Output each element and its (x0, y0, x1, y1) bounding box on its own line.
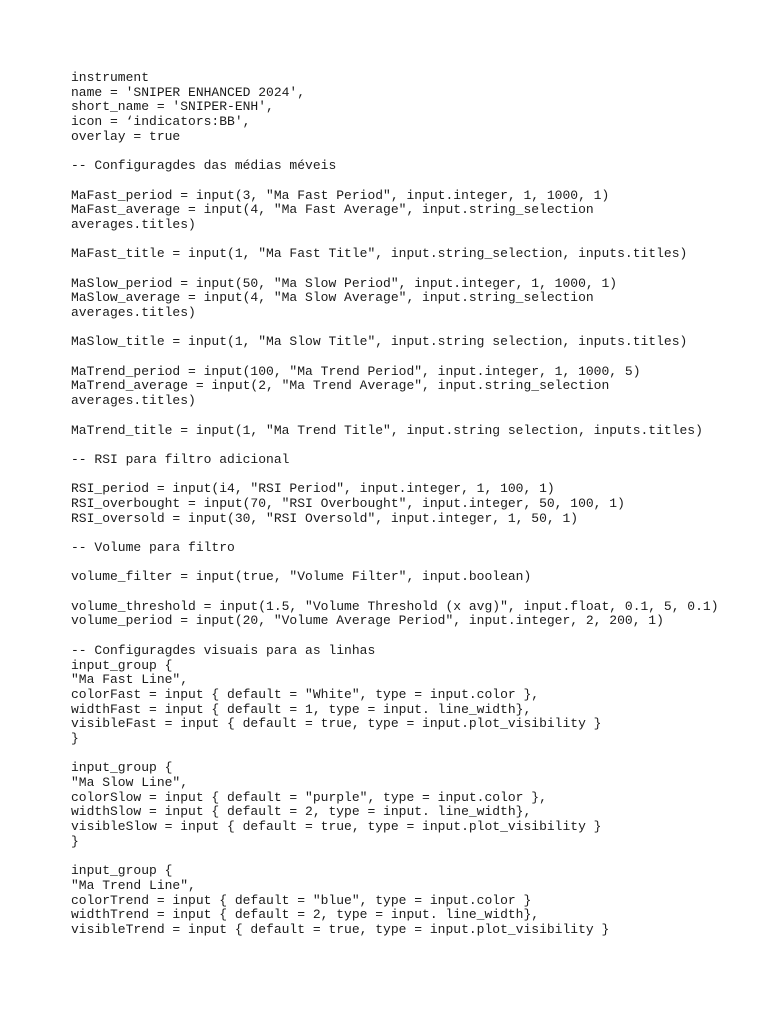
blank-line (71, 174, 751, 189)
code-line: icon = ‘indicators:BB', (71, 114, 251, 130)
code-line: RSI_period = input(i4, "RSI Period", input.integer, 1, 100, 1) (71, 481, 555, 497)
code-line: MaFast_average = input(4, "Ma Fast Average", input.string_selection (71, 202, 594, 218)
code-line: "Ma Trend Line", (71, 877, 196, 893)
code-line: "Ma Slow Line", (71, 775, 189, 790)
code-line: -- Volume para filtro (71, 540, 235, 555)
code-line: widthTrend = input { default = 2, type = input. line_width}, (71, 907, 540, 923)
blank-line (71, 350, 751, 365)
blank-line (71, 556, 751, 571)
document-page (71, 71, 751, 938)
blank-line (71, 409, 751, 424)
code-line: volume_period = input(20, "Volume Average Period", input.integer, 2, 200, 1) (71, 613, 664, 629)
code-line: MaSlow_period = input(50, "Ma Slow Period", input.integer, 1, 1000, 1) (71, 275, 618, 291)
blank-line (71, 468, 751, 483)
code-line: RSI_oversold = input(30, "RSI Oversold", input.integer, 1, 50, 1) (71, 510, 579, 526)
code-line: MaFast_period = input(3, "Ma Fast Period", input.integer, 1, 1000, 1) (71, 187, 610, 203)
code-line: visibleSlow = input { default = true, type = input.plot_visibility } (71, 819, 602, 835)
code-line: MaFast_title = input(1, "Ma Fast Title", input.string_selection, inputs.titles) (71, 246, 688, 262)
code-line: MaSlow_title = input(1, "Ma Slow Title", input.string selection, inputs.titles) (71, 334, 688, 350)
code-line: input_group { (71, 657, 173, 673)
code-line: visibleFast = input { default = true, type = input.plot_visibility } (71, 716, 602, 732)
blank-line (71, 233, 751, 248)
blank-line (71, 321, 751, 336)
code-line: overlay = true (71, 128, 181, 144)
code-line: } (71, 730, 79, 746)
blank-line (71, 526, 751, 541)
code-line: "Ma Fast Line", (71, 672, 189, 688)
code-line: widthFast = input { default = 1, type = input. line_width}, (71, 701, 532, 717)
code-line: volume_filter = input(true, "Volume Filter", input.boolean) (71, 569, 532, 585)
code-line: volume_threshold = input(1.5, "Volume Threshold (x avg)", input.float, 0.1, 5, 0.1) (71, 598, 719, 614)
code-line: MaTrend_title = input(1, "Ma Trend Title", input.string selection, inputs.titles) (71, 422, 703, 438)
code-line: instrument (71, 70, 150, 85)
code-line: averages.titles) (71, 305, 196, 320)
code-line: colorSlow = input { default = "purple", type = input.color }, (71, 789, 547, 805)
blank-line (71, 747, 751, 762)
blank-line (71, 438, 751, 453)
code-line: input_group { (71, 863, 173, 879)
code-line: -- Configuragdes visuais para as linhas (71, 642, 376, 658)
code-line: input_group { (71, 760, 173, 776)
code-line: short_name = 'SNIPER-ENH', (71, 99, 274, 115)
code-line: RSI_overbought = input(70, "RSI Overbought", input.integer, 50, 100, 1) (71, 495, 625, 511)
code-line: MaTrend_average = input(2, "Ma Trend Average", input.string_selection (71, 378, 610, 394)
blank-line (71, 849, 751, 864)
code-line: -- Configuragdes das médias méveis (71, 158, 337, 174)
code-line: -- RSI para filtro adicional (71, 451, 290, 467)
code-block (71, 71, 751, 938)
code-line: averages.titles) (71, 216, 196, 232)
code-line: colorFast = input { default = "White", type = input.color }, (71, 686, 540, 702)
blank-line (71, 585, 751, 600)
code-line: MaSlow_average = input(4, "Ma Slow Average", input.string_selection (71, 290, 594, 306)
code-line: widthSlow = input { default = 2, type = input. line_width}, (71, 804, 532, 820)
blank-line (71, 262, 751, 277)
code-line: } (71, 833, 79, 849)
blank-line (71, 144, 751, 159)
code-line: colorTrend = input { default = "blue", type = input.color } (71, 892, 532, 908)
blank-line (71, 629, 751, 644)
code-line: averages.titles) (71, 393, 196, 409)
code-line: name = 'SNIPER ENHANCED 2024', (71, 84, 306, 100)
code-line: visibleTrend = input { default = true, type = input.plot_visibility } (71, 921, 610, 937)
code-line: MaTrend_period = input(100, "Ma Trend Period", input.integer, 1, 1000, 5) (71, 363, 641, 379)
